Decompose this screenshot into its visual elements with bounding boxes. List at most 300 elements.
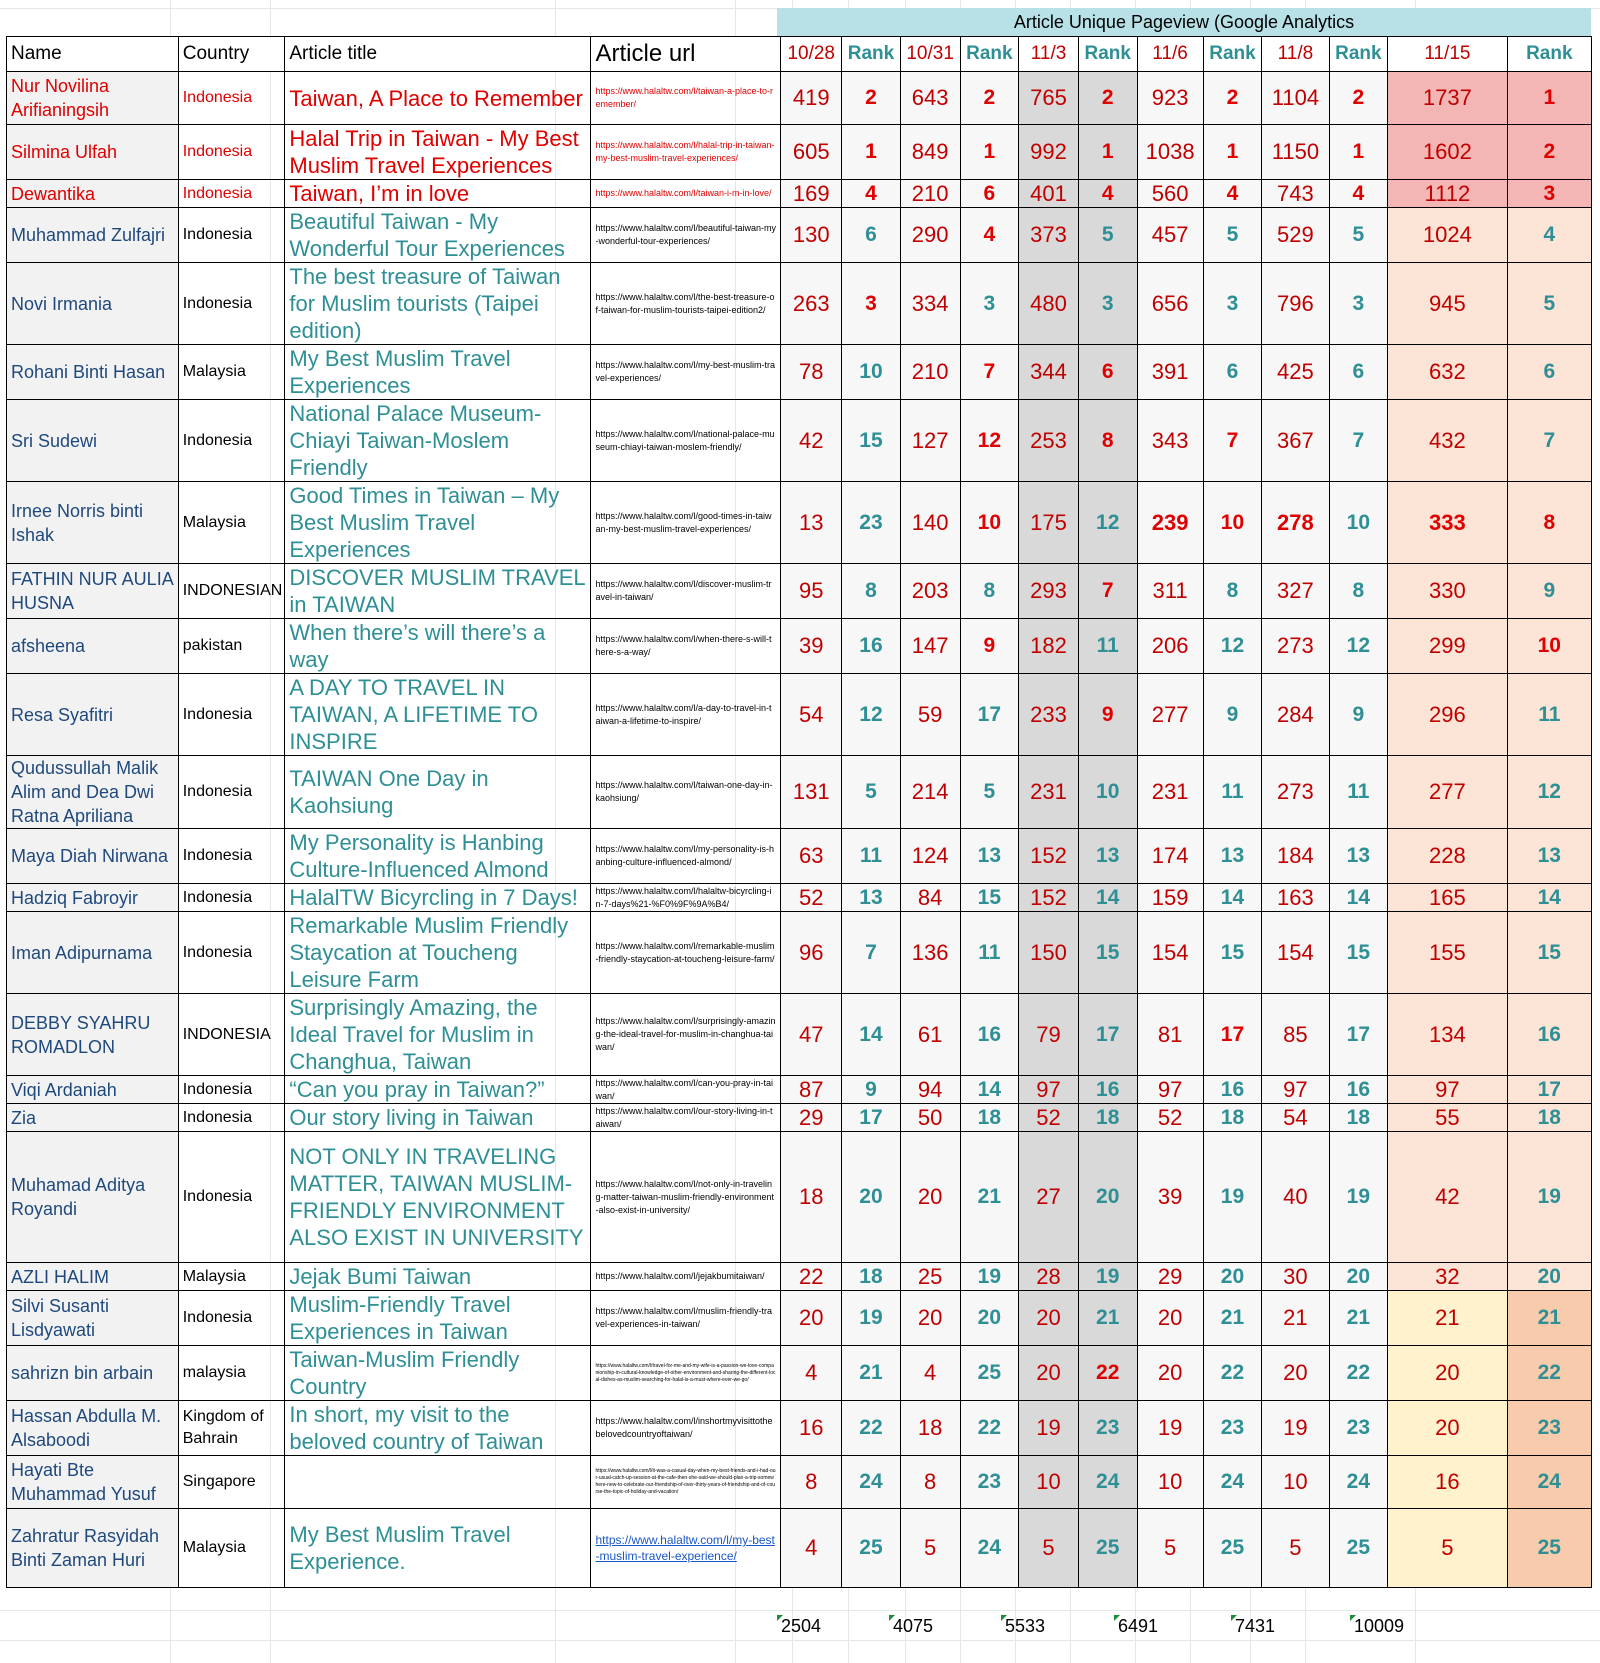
cell-country[interactable]: Singapore (178, 1456, 285, 1509)
cell-pageviews[interactable]: 20 (1019, 1291, 1079, 1346)
cell-rank[interactable]: 16 (842, 619, 901, 674)
cell-rank[interactable]: 3 (1329, 263, 1388, 345)
cell-pageviews[interactable]: 263 (781, 263, 842, 345)
cell-pageviews[interactable]: 16 (1388, 1456, 1507, 1509)
cell-country[interactable]: Indonesia (178, 1076, 285, 1104)
cell-name[interactable]: Maya Diah Nirwana (7, 829, 179, 884)
cell-pageviews[interactable]: 1024 (1388, 208, 1507, 263)
cell-country[interactable]: Indonesia (178, 400, 285, 482)
cell-rank[interactable]: 9 (1329, 674, 1388, 756)
cell-rank[interactable]: 1 (1078, 125, 1137, 180)
cell-article-title[interactable]: Muslim-Friendly Travel Experiences in Taiwan (285, 1291, 591, 1346)
cell-rank[interactable]: 12 (1329, 619, 1388, 674)
cell-rank[interactable]: 14 (1329, 884, 1388, 912)
cell-country[interactable]: malaysia (178, 1346, 285, 1401)
cell-article-title[interactable]: Taiwan, I’m in love (285, 180, 591, 208)
cell-article-title[interactable]: The best treasure of Taiwan for Muslim tourists (Taipei edition) (285, 263, 591, 345)
cell-rank[interactable]: 2 (1507, 125, 1591, 180)
cell-country[interactable]: Indonesia (178, 72, 285, 125)
cell-pageviews[interactable]: 273 (1262, 756, 1329, 829)
cell-rank[interactable]: 6 (842, 208, 901, 263)
cell-rank[interactable]: 1 (1507, 72, 1591, 125)
cell-pageviews[interactable]: 59 (900, 674, 960, 756)
header-rank-118[interactable]: Rank (1329, 37, 1388, 72)
cell-pageviews[interactable]: 20 (1137, 1346, 1203, 1401)
cell-pageviews[interactable]: 79 (1019, 994, 1079, 1076)
cell-pageviews[interactable]: 32 (1388, 1263, 1507, 1291)
cell-rank[interactable]: 23 (1078, 1401, 1137, 1456)
cell-article-url[interactable]: https://www.halaltw.com/l/not-only-in-traveling-matter-taiwan-muslim-friendly-environment-also-exist-in-university/ (591, 1132, 781, 1263)
cell-pageviews[interactable]: 432 (1388, 400, 1507, 482)
cell-pageviews[interactable]: 299 (1388, 619, 1507, 674)
cell-rank[interactable]: 13 (1329, 829, 1388, 884)
cell-rank[interactable]: 14 (1078, 884, 1137, 912)
cell-rank[interactable]: 25 (1329, 1509, 1388, 1588)
cell-pageviews[interactable]: 214 (900, 756, 960, 829)
cell-article-url[interactable]: https://www.halaltw.com/l/it-was-a-casual-day-when-my-best-friends-and-i-had-our-usual-catch-up-session-at-the-cafe-then-she-said-we-should-plan-a-trip-somewhere-new-to-celebrate-our-friendship-of-over-thirty-years-of-friendship-and-of-course-the-topic-of-holiday-and-vacation/ (591, 1456, 781, 1509)
cell-pageviews[interactable]: 273 (1262, 619, 1329, 674)
cell-article-url[interactable]: https://www.halaltw.com/l/jejakbumitaiwan/ (591, 1263, 781, 1291)
cell-pageviews[interactable]: 10 (1262, 1456, 1329, 1509)
cell-pageviews[interactable]: 1038 (1137, 125, 1203, 180)
cell-country[interactable]: INDONESIA (178, 994, 285, 1076)
cell-pageviews[interactable]: 1737 (1388, 72, 1507, 125)
cell-rank[interactable]: 21 (842, 1346, 901, 1401)
cell-rank[interactable]: 7 (842, 912, 901, 994)
cell-pageviews[interactable]: 311 (1137, 564, 1203, 619)
cell-pageviews[interactable]: 5 (900, 1509, 960, 1588)
cell-rank[interactable]: 6 (1203, 345, 1262, 400)
cell-pageviews[interactable]: 277 (1137, 674, 1203, 756)
cell-rank[interactable]: 24 (842, 1456, 901, 1509)
cell-rank[interactable]: 17 (1329, 994, 1388, 1076)
cell-pageviews[interactable]: 61 (900, 994, 960, 1076)
cell-name[interactable]: Resa Syafitri (7, 674, 179, 756)
cell-name[interactable]: Muhammad Zulfajri (7, 208, 179, 263)
cell-pageviews[interactable]: 159 (1137, 884, 1203, 912)
cell-article-title[interactable]: My Best Muslim Travel Experiences (285, 345, 591, 400)
cell-pageviews[interactable]: 81 (1137, 994, 1203, 1076)
header-rank-1028[interactable]: Rank (842, 37, 901, 72)
cell-rank[interactable]: 23 (1507, 1401, 1591, 1456)
cell-rank[interactable]: 8 (842, 564, 901, 619)
cell-pageviews[interactable]: 84 (900, 884, 960, 912)
cell-pageviews[interactable]: 20 (781, 1291, 842, 1346)
cell-pageviews[interactable]: 277 (1388, 756, 1507, 829)
cell-country[interactable]: Indonesia (178, 1104, 285, 1132)
total-cell[interactable]: 6491 (1118, 1616, 1159, 1636)
cell-pageviews[interactable]: 344 (1019, 345, 1079, 400)
cell-country[interactable]: INDONESIAN (178, 564, 285, 619)
cell-pageviews[interactable]: 253 (1019, 400, 1079, 482)
cell-pageviews[interactable]: 95 (781, 564, 842, 619)
cell-rank[interactable]: 1 (1203, 125, 1262, 180)
cell-rank[interactable]: 16 (1329, 1076, 1388, 1104)
cell-rank[interactable]: 1 (1329, 125, 1388, 180)
cell-pageviews[interactable]: 330 (1388, 564, 1507, 619)
cell-rank[interactable]: 22 (842, 1401, 901, 1456)
cell-rank[interactable]: 19 (1203, 1132, 1262, 1263)
cell-rank[interactable]: 9 (1078, 674, 1137, 756)
cell-rank[interactable]: 19 (1329, 1132, 1388, 1263)
cell-rank[interactable]: 9 (1203, 674, 1262, 756)
cell-pageviews[interactable]: 29 (1137, 1263, 1203, 1291)
cell-article-title[interactable]: Our story living in Taiwan (285, 1104, 591, 1132)
cell-rank[interactable]: 18 (1507, 1104, 1591, 1132)
cell-pageviews[interactable]: 97 (1388, 1076, 1507, 1104)
cell-country[interactable]: Malaysia (178, 345, 285, 400)
cell-pageviews[interactable]: 480 (1019, 263, 1079, 345)
cell-rank[interactable]: 8 (1507, 482, 1591, 564)
cell-pageviews[interactable]: 152 (1019, 884, 1079, 912)
cell-pageviews[interactable]: 39 (781, 619, 842, 674)
cell-rank[interactable]: 21 (1078, 1291, 1137, 1346)
cell-rank[interactable]: 25 (842, 1509, 901, 1588)
cell-rank[interactable]: 18 (1203, 1104, 1262, 1132)
cell-pageviews[interactable]: 150 (1019, 912, 1079, 994)
cell-rank[interactable]: 15 (1507, 912, 1591, 994)
cell-article-url[interactable]: https://www.halaltw.com/l/travel-for-me-and-my-wife-is-a-passion-we-love-companionship-in-cultural-knowledge-of-other-environment-and-sharing-the-different-local-dishes-as-muslim-searching-for-halal-is-a-must-where-ever-we-go/ (591, 1346, 781, 1401)
cell-article-url[interactable]: https://www.halaltw.com/l/a-day-to-travel-in-taiwan-a-lifetime-to-inspire/ (591, 674, 781, 756)
cell-rank[interactable]: 22 (1329, 1346, 1388, 1401)
cell-pageviews[interactable]: 992 (1019, 125, 1079, 180)
cell-pageviews[interactable]: 1104 (1262, 72, 1329, 125)
cell-pageviews[interactable]: 154 (1137, 912, 1203, 994)
cell-pageviews[interactable]: 22 (781, 1263, 842, 1291)
cell-rank[interactable]: 22 (1507, 1346, 1591, 1401)
cell-article-url[interactable]: https://www.halaltw.com/l/when-there-s-will-there-s-a-way/ (591, 619, 781, 674)
cell-rank[interactable]: 19 (1507, 1132, 1591, 1263)
cell-name[interactable]: sahrizn bin arbain (7, 1346, 179, 1401)
cell-rank[interactable]: 19 (842, 1291, 901, 1346)
cell-article-url[interactable]: https://www.halaltw.com/l/my-personality-is-hanbing-culture-influenced-almond/ (591, 829, 781, 884)
cell-rank[interactable]: 3 (1203, 263, 1262, 345)
cell-article-title[interactable]: National Palace Museum-Chiayi Taiwan-Moslem Friendly (285, 400, 591, 482)
cell-pageviews[interactable]: 40 (1262, 1132, 1329, 1263)
cell-name[interactable]: Rohani Binti Hasan (7, 345, 179, 400)
cell-article-url[interactable]: https://www.halaltw.com/l/muslim-friendly-travel-experiences-in-taiwan/ (591, 1291, 781, 1346)
cell-pageviews[interactable]: 210 (900, 345, 960, 400)
cell-pageviews[interactable]: 16 (781, 1401, 842, 1456)
cell-pageviews[interactable]: 10 (1019, 1456, 1079, 1509)
header-country[interactable]: Country (178, 37, 285, 72)
cell-article-url[interactable]: https://www.halaltw.com/l/inshortmyvisittothebelovedcountryoftaiwan/ (591, 1401, 781, 1456)
cell-rank[interactable]: 24 (1078, 1456, 1137, 1509)
cell-rank[interactable]: 23 (960, 1456, 1019, 1509)
header-date-116[interactable]: 11/6 (1137, 37, 1203, 72)
cell-rank[interactable]: 3 (960, 263, 1019, 345)
cell-rank[interactable]: 13 (1203, 829, 1262, 884)
cell-name[interactable]: Sri Sudewi (7, 400, 179, 482)
cell-pageviews[interactable]: 20 (1019, 1346, 1079, 1401)
cell-pageviews[interactable]: 42 (781, 400, 842, 482)
cell-rank[interactable]: 2 (960, 72, 1019, 125)
cell-rank[interactable]: 24 (960, 1509, 1019, 1588)
cell-name[interactable]: Hayati Bte Muhammad Yusuf (7, 1456, 179, 1509)
cell-article-url[interactable]: https://www.halaltw.com/l/surprisingly-amazing-the-ideal-travel-for-muslim-in-changhua-taiwan/ (591, 994, 781, 1076)
cell-pageviews[interactable]: 4 (900, 1346, 960, 1401)
cell-rank[interactable]: 7 (1507, 400, 1591, 482)
cell-rank[interactable]: 19 (960, 1263, 1019, 1291)
cell-pageviews[interactable]: 4 (781, 1509, 842, 1588)
cell-rank[interactable]: 4 (1203, 180, 1262, 208)
cell-pageviews[interactable]: 52 (1019, 1104, 1079, 1132)
cell-pageviews[interactable]: 155 (1388, 912, 1507, 994)
cell-article-title[interactable]: Taiwan, A Place to Remember (285, 72, 591, 125)
cell-country[interactable]: Indonesia (178, 208, 285, 263)
cell-article-title[interactable]: TAIWAN One Day in Kaohsiung (285, 756, 591, 829)
cell-name[interactable]: FATHIN NUR AULIA HUSNA (7, 564, 179, 619)
cell-rank[interactable]: 18 (1078, 1104, 1137, 1132)
cell-pageviews[interactable]: 401 (1019, 180, 1079, 208)
cell-rank[interactable]: 10 (960, 482, 1019, 564)
cell-country[interactable]: Indonesia (178, 125, 285, 180)
cell-rank[interactable]: 9 (960, 619, 1019, 674)
cell-rank[interactable]: 3 (1507, 180, 1591, 208)
cell-pageviews[interactable]: 367 (1262, 400, 1329, 482)
cell-country[interactable]: Indonesia (178, 884, 285, 912)
header-name[interactable]: Name (7, 37, 179, 72)
cell-pageviews[interactable]: 20 (900, 1291, 960, 1346)
cell-rank[interactable]: 10 (842, 345, 901, 400)
header-rank-113[interactable]: Rank (1078, 37, 1137, 72)
cell-country[interactable]: Indonesia (178, 1291, 285, 1346)
cell-pageviews[interactable]: 52 (781, 884, 842, 912)
cell-rank[interactable]: 4 (1078, 180, 1137, 208)
cell-article-url[interactable]: https://www.halaltw.com/l/the-best-treasure-of-taiwan-for-muslim-tourists-taipei-edition2/ (591, 263, 781, 345)
cell-name[interactable]: afsheena (7, 619, 179, 674)
cell-pageviews[interactable]: 20 (1388, 1346, 1507, 1401)
cell-rank[interactable]: 20 (1078, 1132, 1137, 1263)
cell-pageviews[interactable]: 293 (1019, 564, 1079, 619)
cell-name[interactable]: Zahratur Rasyidah Binti Zaman Huri (7, 1509, 179, 1588)
cell-article-title[interactable]: Good Times in Taiwan – My Best Muslim Travel Experiences (285, 482, 591, 564)
cell-rank[interactable]: 20 (1329, 1263, 1388, 1291)
cell-name[interactable]: Nur Novilina Arifianingsih (7, 72, 179, 125)
cell-pageviews[interactable]: 27 (1019, 1132, 1079, 1263)
cell-rank[interactable]: 25 (1078, 1509, 1137, 1588)
cell-pageviews[interactable]: 203 (900, 564, 960, 619)
cell-pageviews[interactable]: 97 (1137, 1076, 1203, 1104)
cell-pageviews[interactable]: 923 (1137, 72, 1203, 125)
cell-name[interactable]: Silvi Susanti Lisdyawati (7, 1291, 179, 1346)
cell-pageviews[interactable]: 54 (781, 674, 842, 756)
cell-pageviews[interactable]: 18 (781, 1132, 842, 1263)
cell-rank[interactable]: 15 (960, 884, 1019, 912)
total-cell[interactable]: 4075 (893, 1616, 934, 1636)
cell-country[interactable]: pakistan (178, 619, 285, 674)
cell-rank[interactable]: 8 (1329, 564, 1388, 619)
cell-rank[interactable]: 11 (960, 912, 1019, 994)
cell-pageviews[interactable]: 643 (900, 72, 960, 125)
cell-article-title[interactable]: Surprisingly Amazing, the Ideal Travel for Muslim in Changhua, Taiwan (285, 994, 591, 1076)
cell-country[interactable]: Indonesia (178, 829, 285, 884)
cell-rank[interactable]: 18 (960, 1104, 1019, 1132)
cell-article-url[interactable]: https://www.halaltw.com/l/taiwan-i-m-in-love/ (591, 180, 781, 208)
cell-pageviews[interactable]: 278 (1262, 482, 1329, 564)
cell-rank[interactable]: 12 (1078, 482, 1137, 564)
cell-pageviews[interactable]: 20 (1388, 1401, 1507, 1456)
cell-rank[interactable]: 6 (960, 180, 1019, 208)
cell-rank[interactable]: 6 (1507, 345, 1591, 400)
cell-pageviews[interactable]: 85 (1262, 994, 1329, 1076)
cell-article-url[interactable]: https://www.halaltw.com/l/my-best-muslim-travel-experiences/ (591, 345, 781, 400)
cell-rank[interactable]: 23 (1329, 1401, 1388, 1456)
cell-country[interactable]: Kingdom of Bahrain (178, 1401, 285, 1456)
cell-pageviews[interactable]: 134 (1388, 994, 1507, 1076)
cell-pageviews[interactable]: 419 (781, 72, 842, 125)
cell-pageviews[interactable]: 233 (1019, 674, 1079, 756)
cell-rank[interactable]: 5 (1507, 263, 1591, 345)
cell-name[interactable]: Novi Irmania (7, 263, 179, 345)
cell-pageviews[interactable]: 94 (900, 1076, 960, 1104)
cell-rank[interactable]: 12 (960, 400, 1019, 482)
cell-rank[interactable]: 24 (1203, 1456, 1262, 1509)
cell-name[interactable]: Viqi Ardaniah (7, 1076, 179, 1104)
cell-pageviews[interactable]: 1602 (1388, 125, 1507, 180)
cell-rank[interactable]: 10 (1507, 619, 1591, 674)
cell-pageviews[interactable]: 560 (1137, 180, 1203, 208)
cell-pageviews[interactable]: 29 (781, 1104, 842, 1132)
header-date-113[interactable]: 11/3 (1019, 37, 1079, 72)
cell-pageviews[interactable]: 165 (1388, 884, 1507, 912)
cell-rank[interactable]: 20 (1507, 1263, 1591, 1291)
cell-pageviews[interactable]: 239 (1137, 482, 1203, 564)
cell-pageviews[interactable]: 130 (781, 208, 842, 263)
header-date-1031[interactable]: 10/31 (900, 37, 960, 72)
cell-pageviews[interactable]: 131 (781, 756, 842, 829)
cell-rank[interactable]: 16 (1507, 994, 1591, 1076)
cell-rank[interactable]: 4 (1329, 180, 1388, 208)
cell-pageviews[interactable]: 19 (1262, 1401, 1329, 1456)
cell-pageviews[interactable]: 765 (1019, 72, 1079, 125)
cell-rank[interactable]: 21 (1203, 1291, 1262, 1346)
cell-country[interactable]: Indonesia (178, 912, 285, 994)
cell-rank[interactable]: 5 (842, 756, 901, 829)
cell-rank[interactable]: 22 (1203, 1346, 1262, 1401)
cell-rank[interactable]: 13 (1507, 829, 1591, 884)
cell-rank[interactable]: 20 (960, 1291, 1019, 1346)
cell-rank[interactable]: 8 (960, 564, 1019, 619)
cell-rank[interactable]: 5 (1329, 208, 1388, 263)
cell-article-url[interactable]: https://www.halaltw.com/l/beautiful-taiwan-my-wonderful-tour-experiences/ (591, 208, 781, 263)
cell-pageviews[interactable]: 425 (1262, 345, 1329, 400)
cell-pageviews[interactable]: 154 (1262, 912, 1329, 994)
cell-article-url[interactable]: https://www.halaltw.com/l/halal-trip-in-taiwan-my-best-muslim-travel-experiences/ (591, 125, 781, 180)
cell-country[interactable]: Indonesia (178, 180, 285, 208)
cell-rank[interactable]: 3 (842, 263, 901, 345)
cell-name[interactable]: DEBBY SYAHRU ROMADLON (7, 994, 179, 1076)
cell-rank[interactable]: 23 (1203, 1401, 1262, 1456)
cell-rank[interactable]: 22 (960, 1401, 1019, 1456)
cell-pageviews[interactable]: 849 (900, 125, 960, 180)
cell-article-title[interactable]: My Best Muslim Travel Experience. (285, 1509, 591, 1588)
total-cell[interactable]: 10009 (1354, 1616, 1405, 1636)
cell-pageviews[interactable]: 19 (1019, 1401, 1079, 1456)
cell-pageviews[interactable]: 20 (1262, 1346, 1329, 1401)
cell-rank[interactable]: 25 (960, 1346, 1019, 1401)
cell-pageviews[interactable]: 147 (900, 619, 960, 674)
cell-pageviews[interactable]: 1112 (1388, 180, 1507, 208)
cell-name[interactable]: AZLI HALIM (7, 1263, 179, 1291)
cell-article-url[interactable]: https://www.halaltw.com/l/taiwan-a-place-to-remember/ (591, 72, 781, 125)
header-rank-1031[interactable]: Rank (960, 37, 1019, 72)
cell-pageviews[interactable]: 97 (1262, 1076, 1329, 1104)
cell-pageviews[interactable]: 78 (781, 345, 842, 400)
cell-rank[interactable]: 7 (960, 345, 1019, 400)
cell-rank[interactable]: 16 (960, 994, 1019, 1076)
cell-article-title[interactable]: When there’s will there’s a way (285, 619, 591, 674)
cell-rank[interactable]: 25 (1507, 1509, 1591, 1588)
cell-pageviews[interactable]: 391 (1137, 345, 1203, 400)
cell-pageviews[interactable]: 231 (1137, 756, 1203, 829)
cell-pageviews[interactable]: 743 (1262, 180, 1329, 208)
cell-country[interactable]: Malaysia (178, 1263, 285, 1291)
cell-article-url[interactable]: https://www.halaltw.com/l/halaltw-bicyrcling-in-7-days%21-%F0%9F%9A%B4/ (591, 884, 781, 912)
cell-article-url[interactable]: https://www.halaltw.com/l/can-you-pray-in-taiwan/ (591, 1076, 781, 1104)
cell-rank[interactable]: 18 (1329, 1104, 1388, 1132)
cell-name[interactable]: Zia (7, 1104, 179, 1132)
cell-pageviews[interactable]: 28 (1019, 1263, 1079, 1291)
cell-name[interactable]: Hassan Abdulla M. Alsaboodi (7, 1401, 179, 1456)
cell-pageviews[interactable]: 136 (900, 912, 960, 994)
cell-pageviews[interactable]: 39 (1137, 1132, 1203, 1263)
cell-rank[interactable]: 2 (1078, 72, 1137, 125)
cell-rank[interactable]: 3 (1078, 263, 1137, 345)
cell-article-title[interactable]: DISCOVER MUSLIM TRAVEL in TAIWAN (285, 564, 591, 619)
cell-pageviews[interactable]: 127 (900, 400, 960, 482)
cell-article-url[interactable]: https://www.halaltw.com/l/taiwan-one-day-in-kaohsiung/ (591, 756, 781, 829)
cell-pageviews[interactable]: 55 (1388, 1104, 1507, 1132)
cell-country[interactable]: Indonesia (178, 756, 285, 829)
cell-rank[interactable]: 11 (842, 829, 901, 884)
total-cell[interactable]: 7431 (1235, 1616, 1276, 1636)
cell-rank[interactable]: 14 (960, 1076, 1019, 1104)
cell-article-url[interactable]: https://www.halaltw.com/l/discover-muslim-travel-in-taiwan/ (591, 564, 781, 619)
cell-rank[interactable]: 16 (1078, 1076, 1137, 1104)
cell-rank[interactable]: 13 (1078, 829, 1137, 884)
cell-pageviews[interactable]: 529 (1262, 208, 1329, 263)
cell-rank[interactable]: 14 (1203, 884, 1262, 912)
header-rank-116[interactable]: Rank (1203, 37, 1262, 72)
cell-pageviews[interactable]: 10 (1137, 1456, 1203, 1509)
cell-pageviews[interactable]: 30 (1262, 1263, 1329, 1291)
cell-pageviews[interactable]: 605 (781, 125, 842, 180)
cell-rank[interactable]: 24 (1507, 1456, 1591, 1509)
cell-article-url[interactable]: https://www.halaltw.com/l/national-palace-museum-chiayi-taiwan-moslem-friendly/ (591, 400, 781, 482)
cell-pageviews[interactable]: 96 (781, 912, 842, 994)
cell-rank[interactable]: 7 (1203, 400, 1262, 482)
cell-rank[interactable]: 15 (1078, 912, 1137, 994)
cell-rank[interactable]: 6 (1329, 345, 1388, 400)
cell-pageviews[interactable]: 184 (1262, 829, 1329, 884)
cell-rank[interactable]: 5 (1203, 208, 1262, 263)
cell-rank[interactable]: 21 (1507, 1291, 1591, 1346)
cell-pageviews[interactable]: 457 (1137, 208, 1203, 263)
cell-rank[interactable]: 17 (1203, 994, 1262, 1076)
cell-rank[interactable]: 14 (1507, 884, 1591, 912)
cell-rank[interactable]: 24 (1329, 1456, 1388, 1509)
cell-rank[interactable]: 13 (960, 829, 1019, 884)
cell-pageviews[interactable]: 632 (1388, 345, 1507, 400)
cell-pageviews[interactable]: 284 (1262, 674, 1329, 756)
cell-country[interactable]: Indonesia (178, 1132, 285, 1263)
cell-pageviews[interactable]: 54 (1262, 1104, 1329, 1132)
cell-article-title[interactable]: Jejak Bumi Taiwan (285, 1263, 591, 1291)
cell-pageviews[interactable]: 13 (781, 482, 842, 564)
cell-pageviews[interactable]: 50 (900, 1104, 960, 1132)
cell-rank[interactable]: 25 (1203, 1509, 1262, 1588)
